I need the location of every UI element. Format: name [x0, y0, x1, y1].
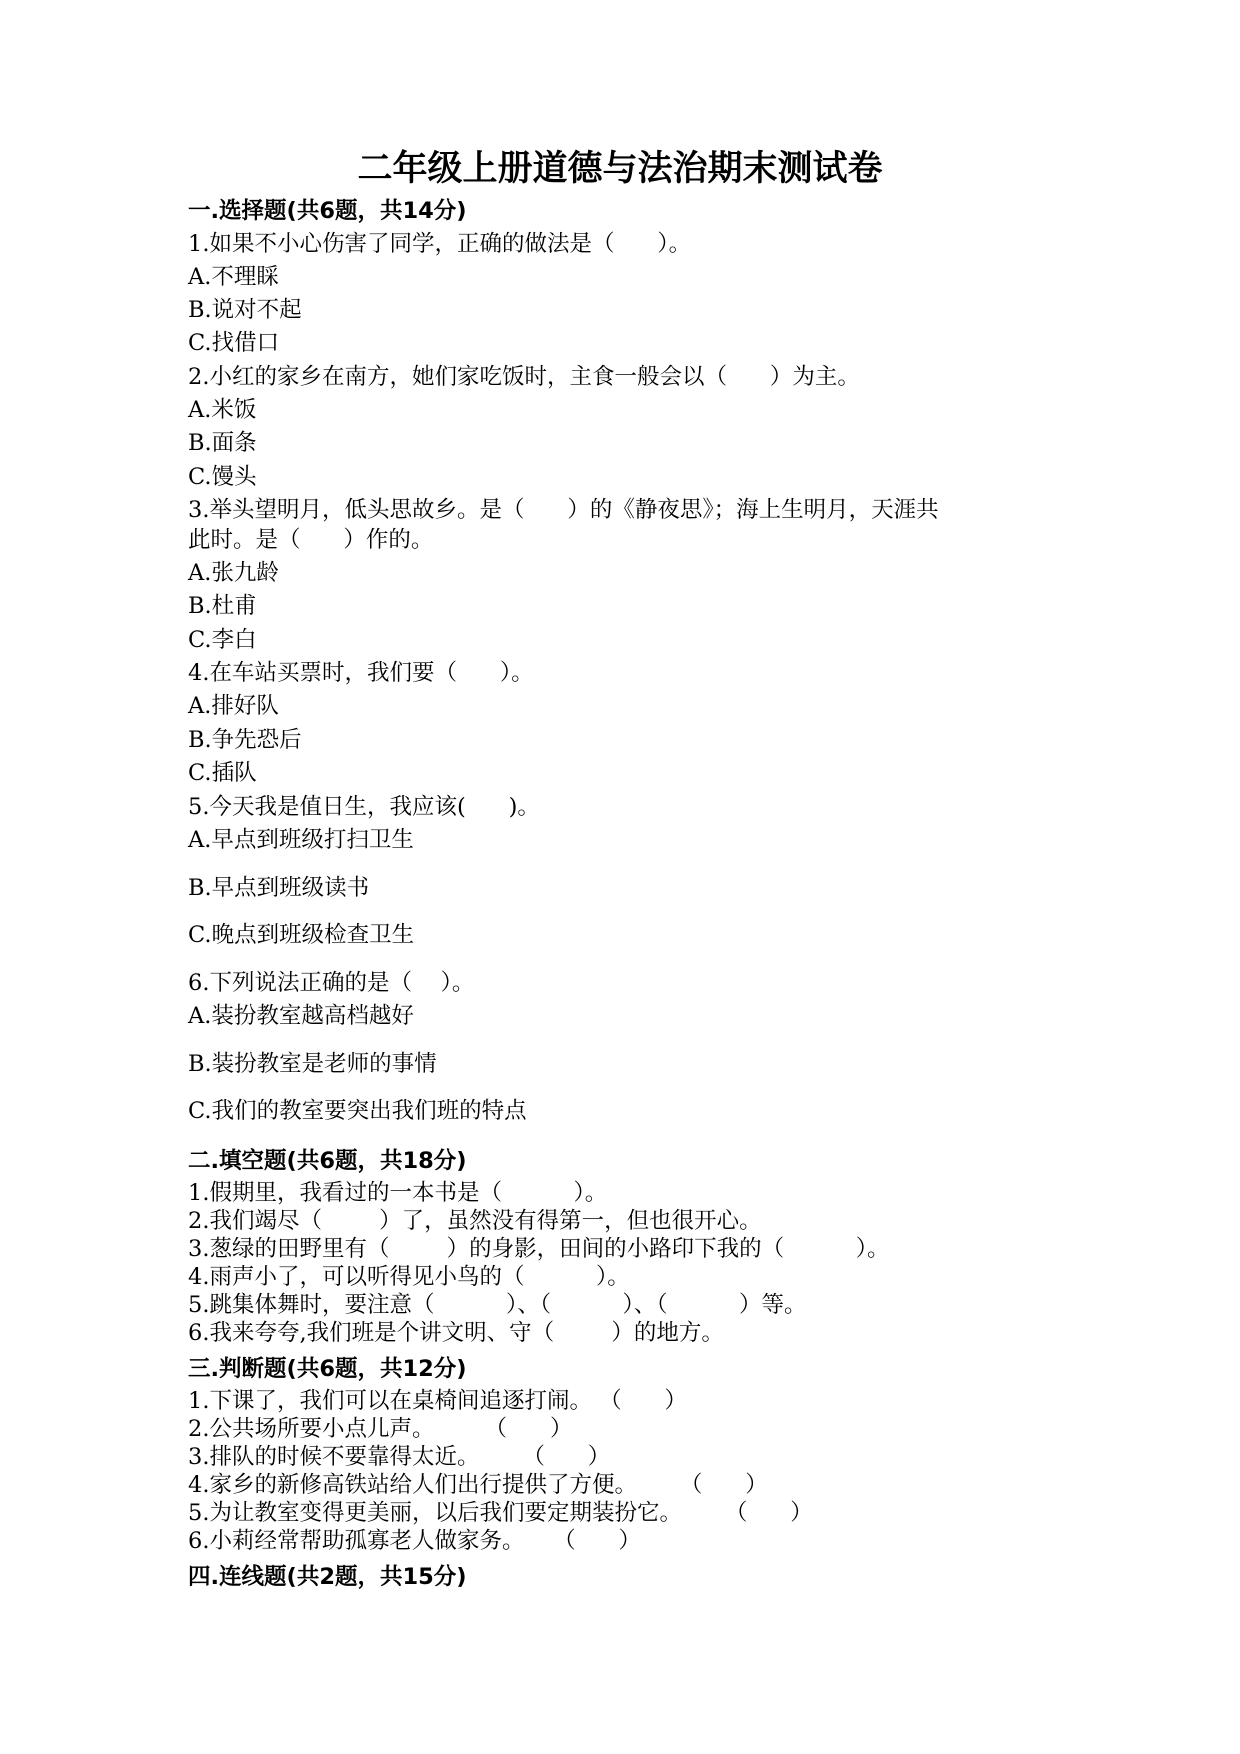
fill-blank-item: 4.雨声小了，可以听得见小鸟的（ ）。: [188, 1264, 630, 1290]
question-option: B.装扮教室是老师的事情: [188, 1051, 437, 1077]
fill-blank-item: 1.假期里，我看过的一本书是（ ）。: [188, 1180, 608, 1206]
question-stem: 1.如果不小心伤害了同学，正确的做法是（ ）。: [188, 231, 692, 257]
true-false-item: 4.家乡的新修高铁站给人们出行提供了方便。 （ ）: [188, 1472, 768, 1498]
question-option: A.米饭: [188, 397, 257, 423]
section-heading-choice: 一.选择题(共6题，共14分): [188, 198, 467, 224]
question-option: C.晚点到班级检查卫生: [188, 922, 415, 948]
true-false-item: 1.下课了，我们可以在桌椅间追逐打闹。 （ ）: [188, 1388, 688, 1414]
question-option: A.张九龄: [188, 560, 279, 586]
true-false-item: 3.排队的时候不要靠得太近。 （ ）: [188, 1444, 611, 1470]
question-option: B.杜甫: [188, 593, 257, 619]
question-stem: 2.小红的家乡在南方，她们家吃饭时，主食一般会以（ ）为主。: [188, 364, 860, 390]
question-option: C.找借口: [188, 330, 280, 356]
page-title: 二年级上册道德与法治期末测试卷: [357, 149, 883, 189]
fill-blank-item: 3.葱绿的田野里有（ ）的身影，田间的小路印下我的（ ）。: [188, 1236, 890, 1262]
question-stem: 5.今天我是值日生，我应该( )。: [188, 794, 540, 820]
fill-blank-item: 6.我来夸夸,我们班是个讲文明、守（ ）的地方。: [188, 1320, 724, 1346]
question-option: B.说对不起: [188, 297, 302, 323]
true-false-item: 5.为让教室变得更美丽，以后我们要定期装扮它。 （ ）: [188, 1500, 813, 1526]
question-option: A.装扮教室越高档越好: [188, 1003, 414, 1029]
question-stem: 4.在车站买票时，我们要（ ）。: [188, 660, 534, 686]
question-option: C.插队: [188, 760, 257, 786]
true-false-item: 6.小莉经常帮助孤寡老人做家务。 （ ）: [188, 1528, 641, 1554]
fill-blank-item: 2.我们竭尽（ ）了，虽然没有得第一，但也很开心。: [188, 1208, 762, 1234]
question-option: A.不理睬: [188, 264, 279, 290]
fill-blank-item: 5.跳集体舞时，要注意（ ）、（ ）、（ ）等。: [188, 1292, 807, 1318]
true-false-item: 2.公共场所要小点儿声。 （ ）: [188, 1416, 573, 1442]
question-stem: 6.下列说法正确的是（ ）。: [188, 970, 475, 996]
question-option: A.早点到班级打扫卫生: [188, 827, 414, 853]
section-heading-true-false: 三.判断题(共6题，共12分): [188, 1356, 467, 1382]
question-stem-continued: 此时。是（ ）作的。: [188, 527, 434, 553]
section-heading-fill-blank: 二.填空题(共6题，共18分): [188, 1148, 467, 1174]
question-option: C.李白: [188, 627, 257, 653]
question-option: C.我们的教室要突出我们班的特点: [188, 1098, 527, 1124]
question-option: B.早点到班级读书: [188, 875, 370, 901]
question-option: A.排好队: [188, 693, 279, 719]
question-option: C.馒头: [188, 464, 257, 490]
question-stem: 3.举头望明月，低头思故乡。是（ ）的《静夜思》；海上生明月，天涯共: [188, 497, 939, 523]
question-option: B.争先恐后: [188, 727, 302, 753]
section-heading-matching: 四.连线题(共2题，共15分): [188, 1564, 467, 1590]
question-option: B.面条: [188, 430, 257, 456]
